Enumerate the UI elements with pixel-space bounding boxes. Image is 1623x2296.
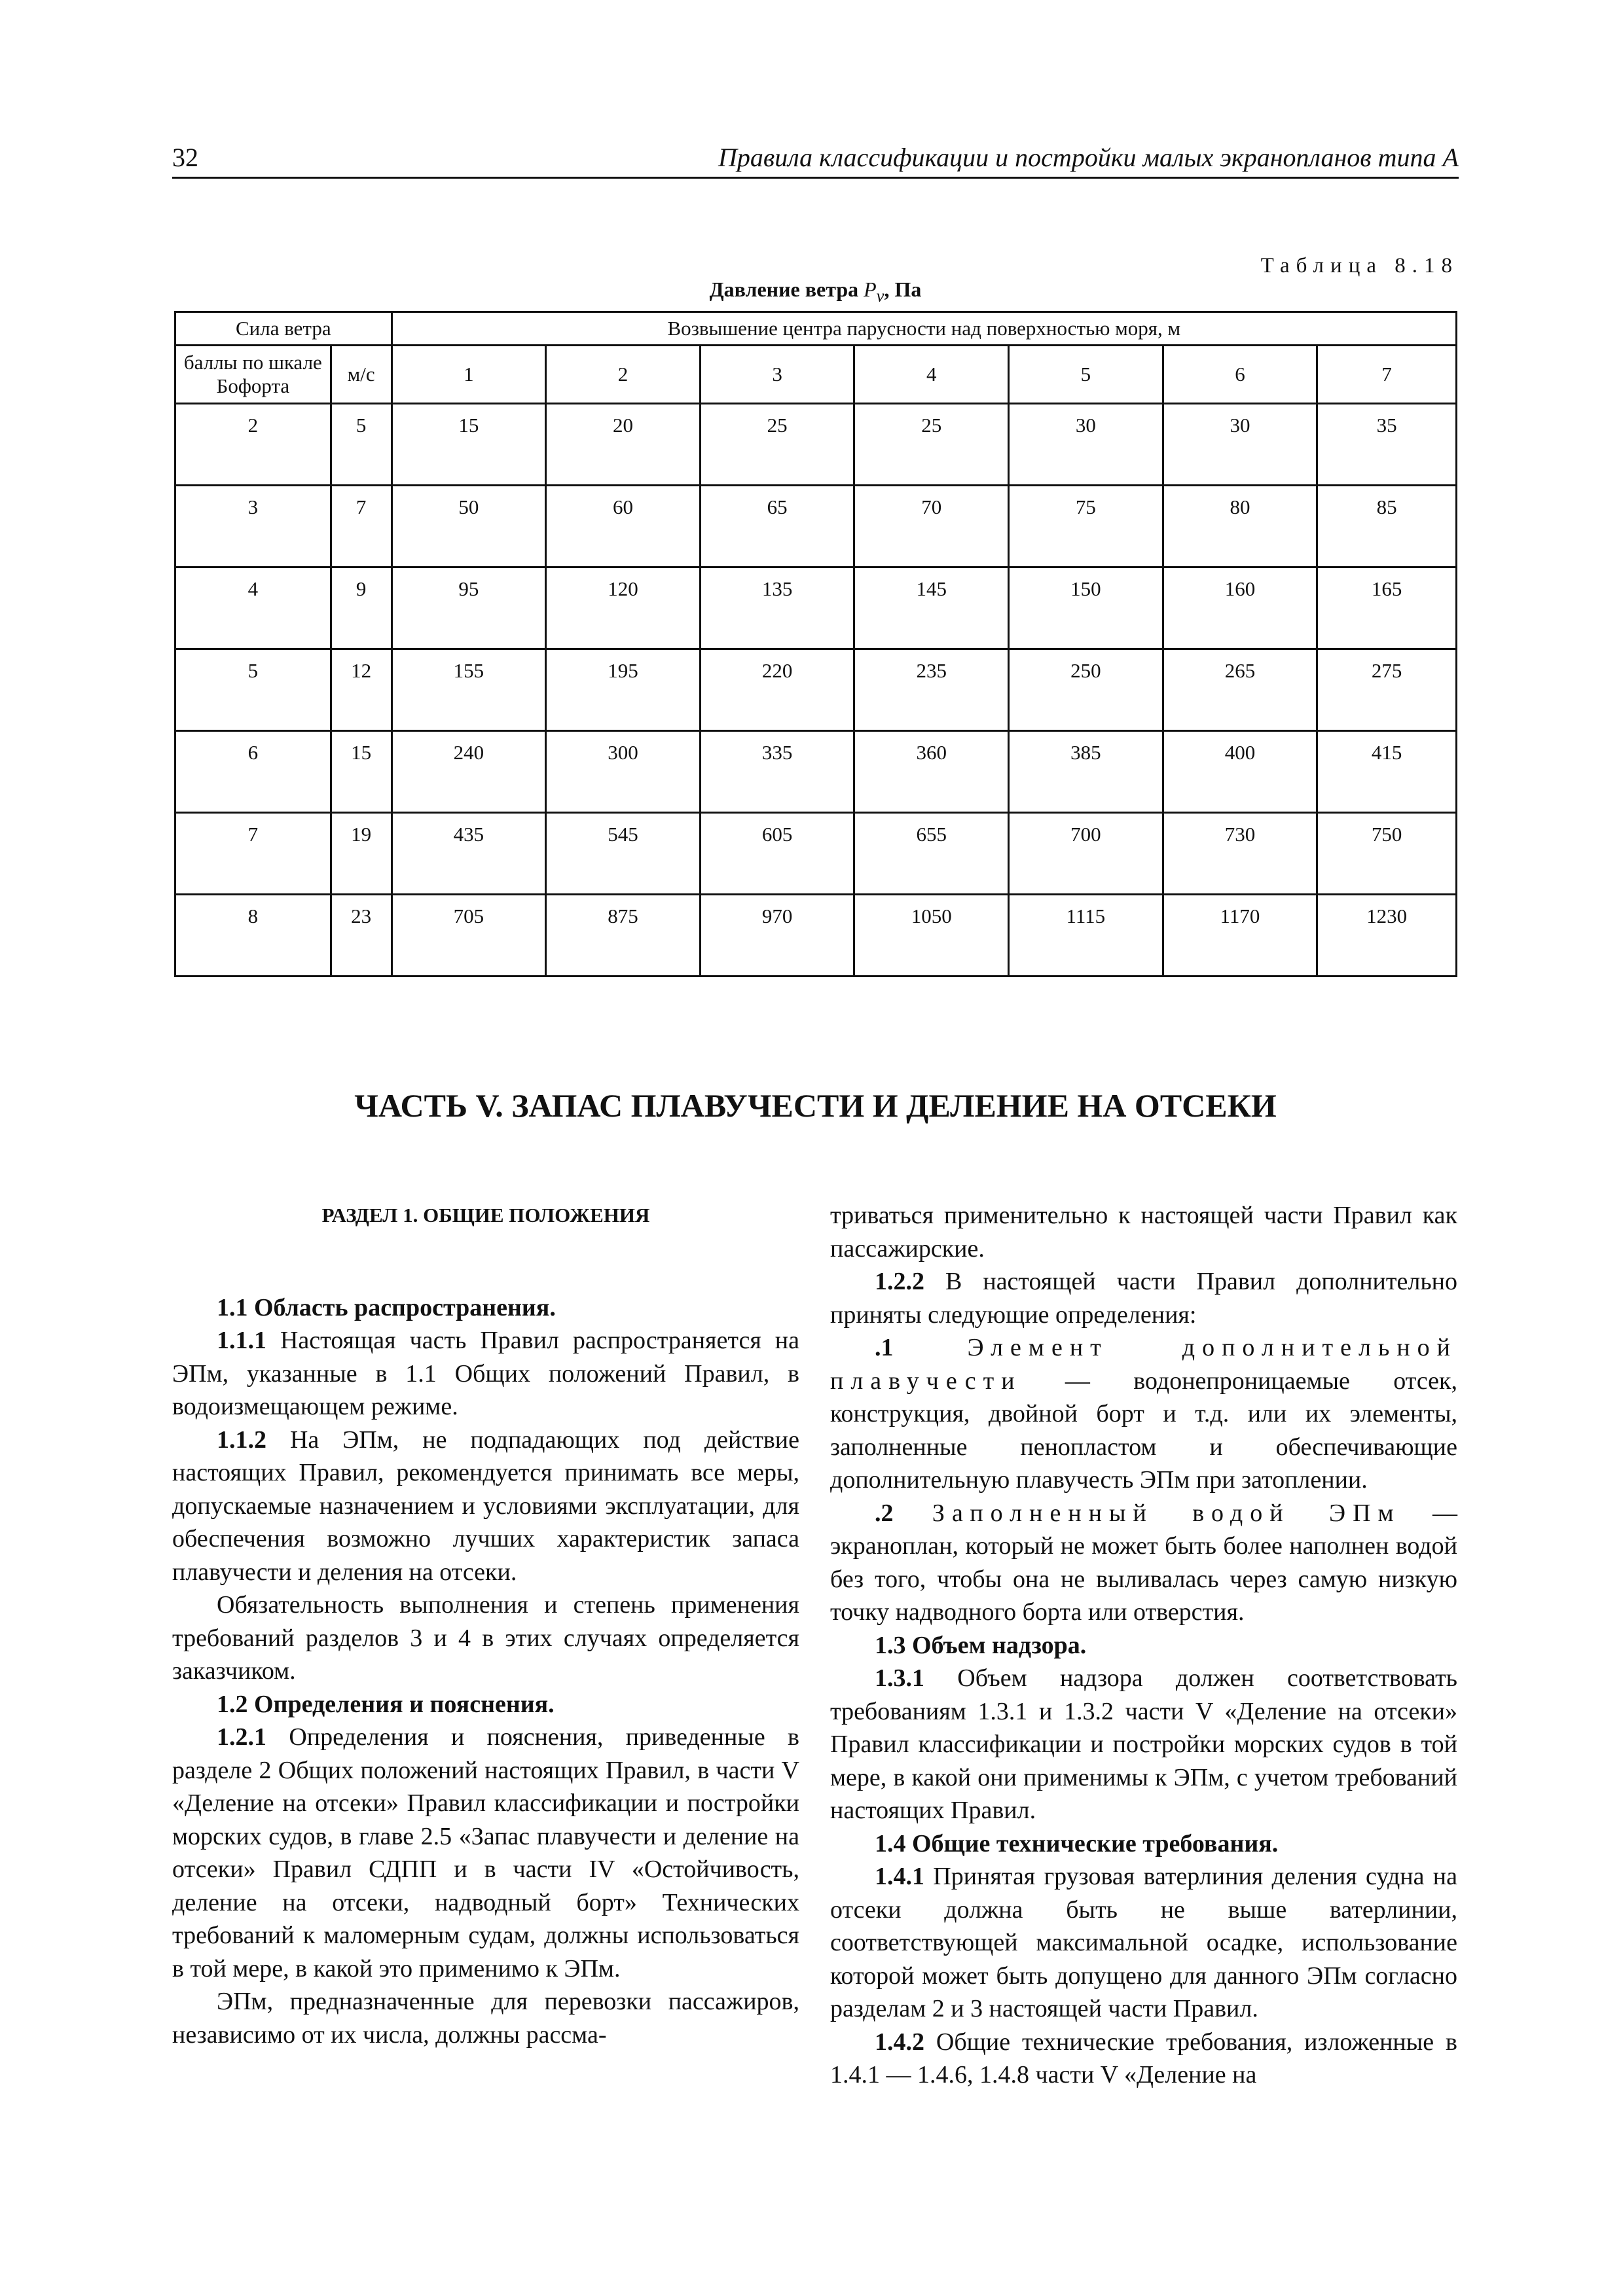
header-height: 3: [700, 346, 854, 404]
table-cell: 415: [1317, 731, 1457, 813]
table-cell: 4: [175, 567, 331, 649]
table-row: [175, 731, 1457, 813]
table-cell: 2: [175, 404, 331, 486]
table-cell: 1115: [1009, 895, 1163, 977]
part-heading: ЧАСТЬ V. ЗАПАС ПЛАВУЧЕСТИ И ДЕЛЕНИЕ НА ОТСЕКИ: [354, 1087, 1277, 1124]
table-cell: 20: [546, 404, 701, 486]
paragraph: 1.4.2 Общие технические требования, изложенные в 1.4.1 — 1.4.6, 1.4.8 части V «Деление на: [830, 2028, 1457, 2089]
table-cell: 7: [331, 486, 392, 567]
subsection-title: 1.4 Общие технические требования.: [875, 1829, 1279, 1857]
table-cell: 15: [392, 404, 546, 486]
table-cell: 875: [546, 895, 701, 977]
table-cell: 75: [1009, 486, 1163, 567]
table-cell: 135: [700, 567, 854, 649]
left-column: [172, 1199, 799, 2051]
table-row: [175, 567, 1457, 649]
subsection-title: 1.1 Область распространения.: [217, 1293, 556, 1321]
table-label: Таблица 8.18: [1260, 254, 1459, 278]
table-cell: 250: [1009, 649, 1163, 731]
table-row: [175, 649, 1457, 731]
table-cell: 235: [854, 649, 1009, 731]
table-cell: 265: [1163, 649, 1317, 731]
subsection-title: 1.2 Определения и пояснения.: [217, 1690, 555, 1718]
table-cell: 160: [1163, 567, 1317, 649]
table-cell: 5: [331, 404, 392, 486]
page-number: 32: [172, 143, 198, 172]
table-cell: 60: [546, 486, 701, 567]
paragraph: Обязательность выполнения и степень применения требований разделов 3 и 4 в этих случаях определяется заказчиком.: [172, 1591, 799, 1685]
table-cell: 155: [392, 649, 546, 731]
table-cell: 8: [175, 895, 331, 977]
table-cell: 3: [175, 486, 331, 567]
table-cell: 65: [700, 486, 854, 567]
definition: .1 Элемент дополнительной плавучести — водонепроницаемые отсек, конструкция, двойной борт и т.д. или их элементы, заполненные пенопластом и обеспечивающие дополнительную плавучесть ЭПм при затоплении.: [830, 1334, 1457, 1494]
table-cell: 120: [546, 567, 701, 649]
table-cell: 400: [1163, 731, 1317, 813]
table-cell: 85: [1317, 486, 1457, 567]
table-cell: 970: [700, 895, 854, 977]
table-cell: 30: [1163, 404, 1317, 486]
definition: .2 Заполненный водой ЭПм — экраноплан, который не может быть более наполнен водой без того, чтобы она не выливалась через самую низкую точку надводного борта или отверстия.: [830, 1499, 1458, 1626]
table-cell: 80: [1163, 486, 1317, 567]
table-cell: 605: [700, 813, 854, 895]
table-cell: 750: [1317, 813, 1457, 895]
table-cell: 6: [175, 731, 331, 813]
table-cell: 435: [392, 813, 546, 895]
table-cell: 705: [392, 895, 546, 977]
table-cell: 240: [392, 731, 546, 813]
table-cell: 655: [854, 813, 1009, 895]
header-height: 2: [546, 346, 701, 404]
header-beaufort: баллы по шкале Бофорта: [175, 346, 331, 404]
paragraph: 1.4.1 Принятая грузовая ватерлиния деления судна на отсеки должна быть не выше ватерлинии, соответствующей максимальной осадке, использование которой может быть допущено для данного ЭПм согласно разделам 2 и 3 настоящей части Правил.: [830, 1863, 1457, 2022]
running-title: Правила классификации и постройки малых экранопланов типа А: [718, 143, 1459, 172]
table-row: [175, 486, 1457, 567]
paragraph: ЭПм, предназначенные для перевозки пассажиров, независимо от их числа, должны рассма-: [172, 1988, 799, 2049]
paragraph: триваться применительно к настоящей части Правил как пассажирские.: [830, 1202, 1457, 1263]
table-cell: 360: [854, 731, 1009, 813]
table-cell: 1170: [1163, 895, 1317, 977]
table-cell: 19: [331, 813, 392, 895]
table-cell: 1050: [854, 895, 1009, 977]
paragraph: 1.1.1 Настоящая часть Правил распространяется на ЭПм, указанные в 1.1 Общих положений Правил, в водоизмещающем режиме.: [172, 1327, 799, 1420]
table-cell: 35: [1317, 404, 1457, 486]
header-sail-height: Возвышение центра парусности над поверхностью моря, м: [392, 312, 1456, 346]
paragraph: 1.2.2 В настоящей части Правил дополнительно приняты следующие определения:: [830, 1268, 1457, 1329]
table-cell: 275: [1317, 649, 1457, 731]
table-cell: 95: [392, 567, 546, 649]
page-header: [172, 143, 1459, 179]
table-cell: 545: [546, 813, 701, 895]
table-subheader-row: [175, 346, 1457, 404]
header-ms: м/с: [331, 346, 392, 404]
section-title: РАЗДЕЛ 1. ОБЩИЕ ПОЛОЖЕНИЯ: [321, 1204, 650, 1227]
table-cell: 165: [1317, 567, 1457, 649]
table-cell: 50: [392, 486, 546, 567]
table-cell: 30: [1009, 404, 1163, 486]
table-cell: 9: [331, 567, 392, 649]
table-cell: 195: [546, 649, 701, 731]
paragraph: 1.1.2 На ЭПм, не подпадающих под действие настоящих Правил, рекомендуется принимать все меры, допускаемые назначением и условиями эксплуатации, для обеспечения возможно лучших характеристик запаса плавучести и деления на отсеки.: [172, 1426, 799, 1586]
header-height: 7: [1317, 346, 1457, 404]
right-column: [830, 1199, 1457, 2092]
table-cell: 385: [1009, 731, 1163, 813]
table-cell: 300: [546, 731, 701, 813]
table-cell: 5: [175, 649, 331, 731]
table-title: Давление ветра $P_v$, Па: [709, 278, 922, 306]
header-wind-force: Сила ветра: [175, 312, 392, 346]
table-cell: 335: [700, 731, 854, 813]
table-header-row: [175, 312, 1457, 346]
table-cell: 70: [854, 486, 1009, 567]
wind-pressure-table: [174, 311, 1457, 977]
table-cell: 15: [331, 731, 392, 813]
paragraph: 1.3.1 Объем надзора должен соответствовать требованиям 1.3.1 и 1.3.2 части V «Деление на отсеки» Правил классификации и постройки морских судов в той мере, в какой они применимы к ЭПм, с учетом требований настоящих Правил.: [830, 1664, 1457, 1824]
table-cell: 25: [700, 404, 854, 486]
header-height: 4: [854, 346, 1009, 404]
table-cell: 7: [175, 813, 331, 895]
header-height: 6: [1163, 346, 1317, 404]
header-height: 5: [1009, 346, 1163, 404]
table-cell: 730: [1163, 813, 1317, 895]
table-cell: 700: [1009, 813, 1163, 895]
table-cell: 145: [854, 567, 1009, 649]
table-cell: 220: [700, 649, 854, 731]
table-row: [175, 404, 1457, 486]
table-cell: 25: [854, 404, 1009, 486]
table-cell: 150: [1009, 567, 1163, 649]
table-cell: 12: [331, 649, 392, 731]
subsection-title: 1.3 Объем надзора.: [875, 1631, 1087, 1659]
header-height: 1: [392, 346, 546, 404]
pressure-symbol: $P_v$: [864, 278, 884, 306]
table-cell: 1230: [1317, 895, 1457, 977]
paragraph: 1.2.1 Определения и пояснения, приведенные в разделе 2 Общих положений настоящих Правил, в части V «Деление на отсеки» Правил классификации и постройки морских судов, в главе 2.5 «Запас плавучести и деление на отсеки» Правил СДПП и в части IV «Остойчивость, деление на отсеки, надводный борт» Технических требований к маломерным судам, должны использоваться в той мере, в какой это применимо к ЭПм.: [172, 1723, 799, 1982]
table-row: [175, 813, 1457, 895]
table-cell: 23: [331, 895, 392, 977]
table-row: [175, 895, 1457, 977]
